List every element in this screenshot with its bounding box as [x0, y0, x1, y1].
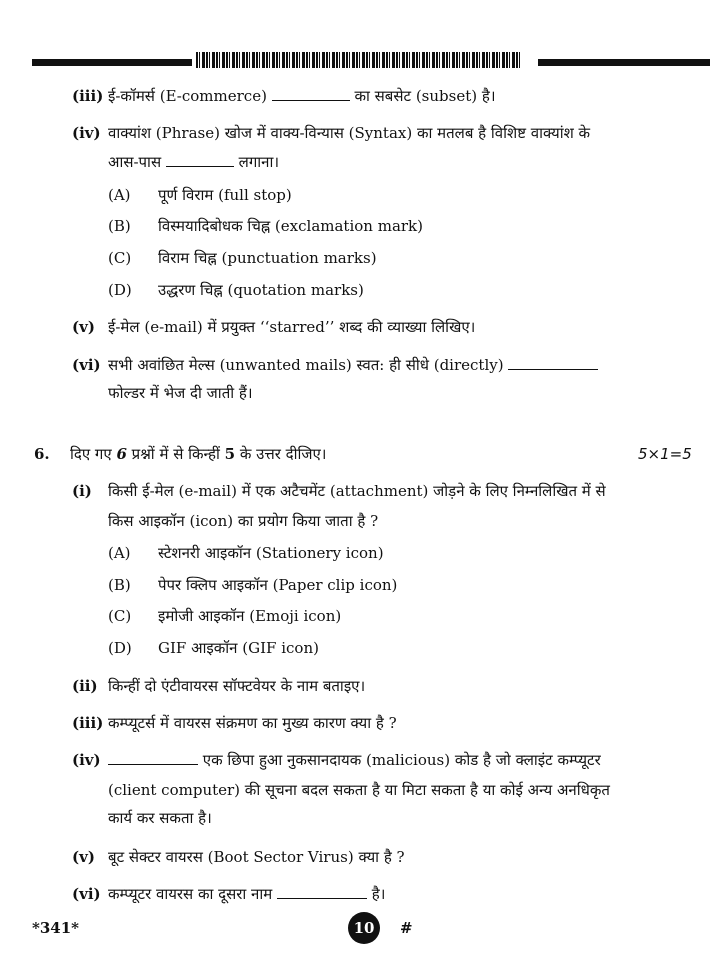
barcode — [196, 52, 521, 68]
marks-allocation: 5×1=5 — [638, 445, 692, 463]
answer-blank — [272, 99, 350, 101]
paper-code: *341* — [32, 919, 79, 937]
option-text: GIF आइकॉन (GIF icon) — [158, 639, 319, 657]
option-text: पेपर क्लिप आइकॉन (Paper clip icon) — [158, 576, 398, 594]
option-label: (D) — [108, 639, 132, 657]
instruction-part: दिए गए — [70, 445, 112, 463]
option-text: इमोजी आइकॉन (Emoji icon) — [158, 607, 342, 625]
answer-blank — [108, 763, 198, 765]
option-label: (B) — [108, 217, 131, 235]
question-text-iii-part2: का सबसेट (subset) है। — [354, 87, 496, 105]
question-number-vi: (vi) — [72, 885, 101, 903]
instruction-count-answer: 5 — [224, 445, 236, 463]
question-text-vi — [108, 884, 385, 904]
option-text: विस्मयादिबोधक चिह्न (exclamation mark) — [158, 217, 423, 235]
option-text: स्टेशनरी आइकॉन (Stationery icon) — [158, 544, 384, 562]
option-label: (C) — [108, 607, 132, 625]
question-number-iv: (iv) — [72, 124, 101, 142]
question-number-i: (i) — [72, 482, 92, 500]
question-text-vi-part1: सभी अवांछित मेल्स (unwanted mails) स्वत: ही सीधे (directly) — [108, 356, 504, 374]
option-text: उद्धरण चिह्न (quotation marks) — [158, 281, 364, 299]
question-text-vi-line2: फोल्डर में भेज दी जाती हैं। — [108, 384, 253, 402]
option-text: पूर्ण विराम (full stop) — [158, 186, 292, 204]
question-text-iv-line1 — [108, 750, 601, 770]
question-text-iii: कम्प्यूटर्स में वायरस संक्रमण का मुख्य कारण क्या है ? — [108, 714, 397, 732]
instruction-count-total: 6 — [116, 445, 127, 463]
question-text-iv-line3: कार्य कर सकता है। — [108, 809, 212, 827]
option-label: (A) — [108, 544, 131, 562]
instruction-part: के उत्तर दीजिए। — [239, 445, 327, 463]
question-text-v: बूट सेक्टर वायरस (Boot Sector Virus) क्या है ? — [108, 848, 405, 866]
question-text-i-line1: किसी ई-मेल (e-mail) में एक अटैचमेंट (attachment) जोड़ने के लिए निम्नलिखित में से — [108, 482, 606, 500]
option-label: (D) — [108, 281, 132, 299]
question-text-iv-line2: (client computer) की सूचना बदल सकता है या मिटा सकता है या कोई अन्य अनधिकृत — [108, 781, 610, 799]
question-text-vi-part2: है। — [371, 885, 386, 903]
question-text-iv-part1: आस-पास — [108, 153, 162, 171]
question-text-i-line2: किस आइकॉन (icon) का प्रयोग किया जाता है ? — [108, 512, 379, 530]
answer-blank — [277, 897, 367, 899]
question-number-iii: (iii) — [72, 714, 104, 732]
question-number-vi: (vi) — [72, 356, 101, 374]
footer-hash: # — [400, 919, 413, 937]
option-label: (A) — [108, 186, 131, 204]
question-text-iv-part1: एक छिपा हुआ नुकसानदायक (malicious) कोड है जो क्लाइंट कम्प्यूटर — [202, 751, 601, 769]
instruction-part: प्रश्नों में से किन्हीं — [131, 445, 220, 463]
question-number-v: (v) — [72, 848, 95, 866]
question-6-number: 6. — [34, 445, 50, 463]
question-text-ii: किन्हीं दो एंटीवायरस सॉफ्टवेयर के नाम बताइए। — [108, 677, 366, 695]
question-number-v: (v) — [72, 318, 95, 336]
question-text-iv-part2: लगाना। — [238, 153, 280, 171]
answer-blank — [166, 165, 234, 167]
question-text-iii — [108, 86, 496, 106]
question-text-v: ई-मेल (e-mail) में प्रयुक्त ‘‘starred’’ शब्द की व्याख्या लिखिए। — [108, 318, 476, 336]
option-text: विराम चिह्न (punctuation marks) — [158, 249, 377, 267]
page-number: 10 — [348, 912, 380, 944]
question-text-iii-part1: ई-कॉमर्स (E-commerce) — [108, 87, 267, 105]
header-rule-left — [32, 59, 192, 66]
answer-blank — [508, 368, 598, 370]
header-rule-right — [538, 59, 710, 66]
option-label: (C) — [108, 249, 132, 267]
question-number-iii: (iii) — [72, 87, 104, 105]
question-number-ii: (ii) — [72, 677, 98, 695]
question-text-vi-line1 — [108, 355, 598, 375]
question-number-iv: (iv) — [72, 751, 101, 769]
option-label: (B) — [108, 576, 131, 594]
question-text-vi-part1: कम्प्यूटर वायरस का दूसरा नाम — [108, 885, 273, 903]
question-6-instruction — [70, 444, 326, 464]
question-text-iv-line2 — [108, 152, 279, 172]
question-text-iv-line1: वाक्यांश (Phrase) खोज में वाक्य-विन्यास (Syntax) का मतलब है विशिष्ट वाक्यांश के — [108, 124, 591, 142]
